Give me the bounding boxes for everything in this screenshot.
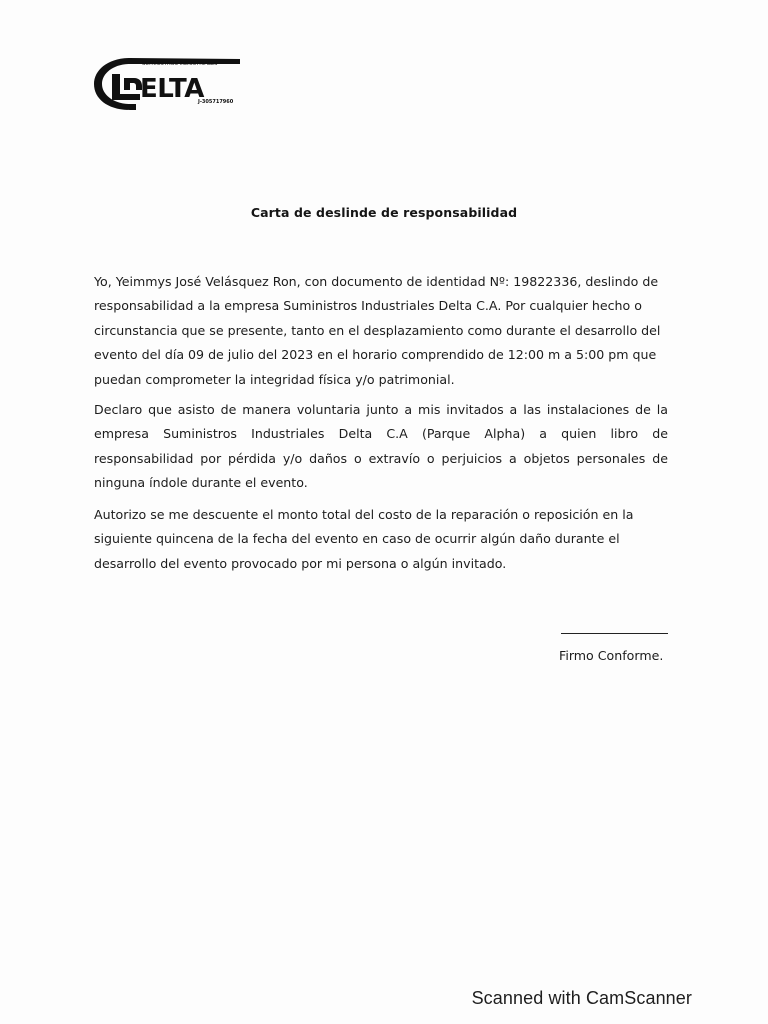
document-title: Carta de deslinde de responsabilidad xyxy=(250,205,518,220)
logo-tagline: SUMINISTROS INDUSTRIALES xyxy=(142,61,218,67)
scanner-watermark: Scanned with CamScanner xyxy=(471,988,692,1008)
signature-line xyxy=(561,633,668,634)
paragraph-voluntary-attendance: Declaro que asisto de manera voluntaria junto a mis invitados a las instalaciones de la empresa Suministros Industriales Delta C.A (Parque Alpha) a quien libro de responsabilidad por pérdida y/o daños o extravío o perjuicios a objetos personales de ninguna índole durante el evento. xyxy=(94,402,668,491)
paragraph-authorization: Autorizo se me descuente el monto total del costo de la reparación o reposición en la siguiente quincena de la fecha del evento en caso de ocurrir algún daño durante el desarrollo del evento provocado por mi persona o algún invitado. xyxy=(94,507,634,571)
logo-registry: J-305717960 xyxy=(198,99,234,105)
paragraph-declaration: Yo, Yeimmys José Velásquez Ron, con documento de identidad Nº: 19822336, deslindo de responsabilidad a la empresa Suministros Industriales Delta C.A. Por cualquier hecho o circunstancia que se presente, tanto en el desplazamiento como durante el desarrollo del evento del día 09 de julio del 2023 en el horario comprendido de 12:00 m a 5:00 pm que puedan comprometer la integridad física y/o patrimonial. xyxy=(94,274,661,387)
signature-label: Firmo Conforme. xyxy=(559,648,664,663)
logo-wordmark: ELTA xyxy=(140,74,204,104)
company-logo xyxy=(90,52,250,116)
